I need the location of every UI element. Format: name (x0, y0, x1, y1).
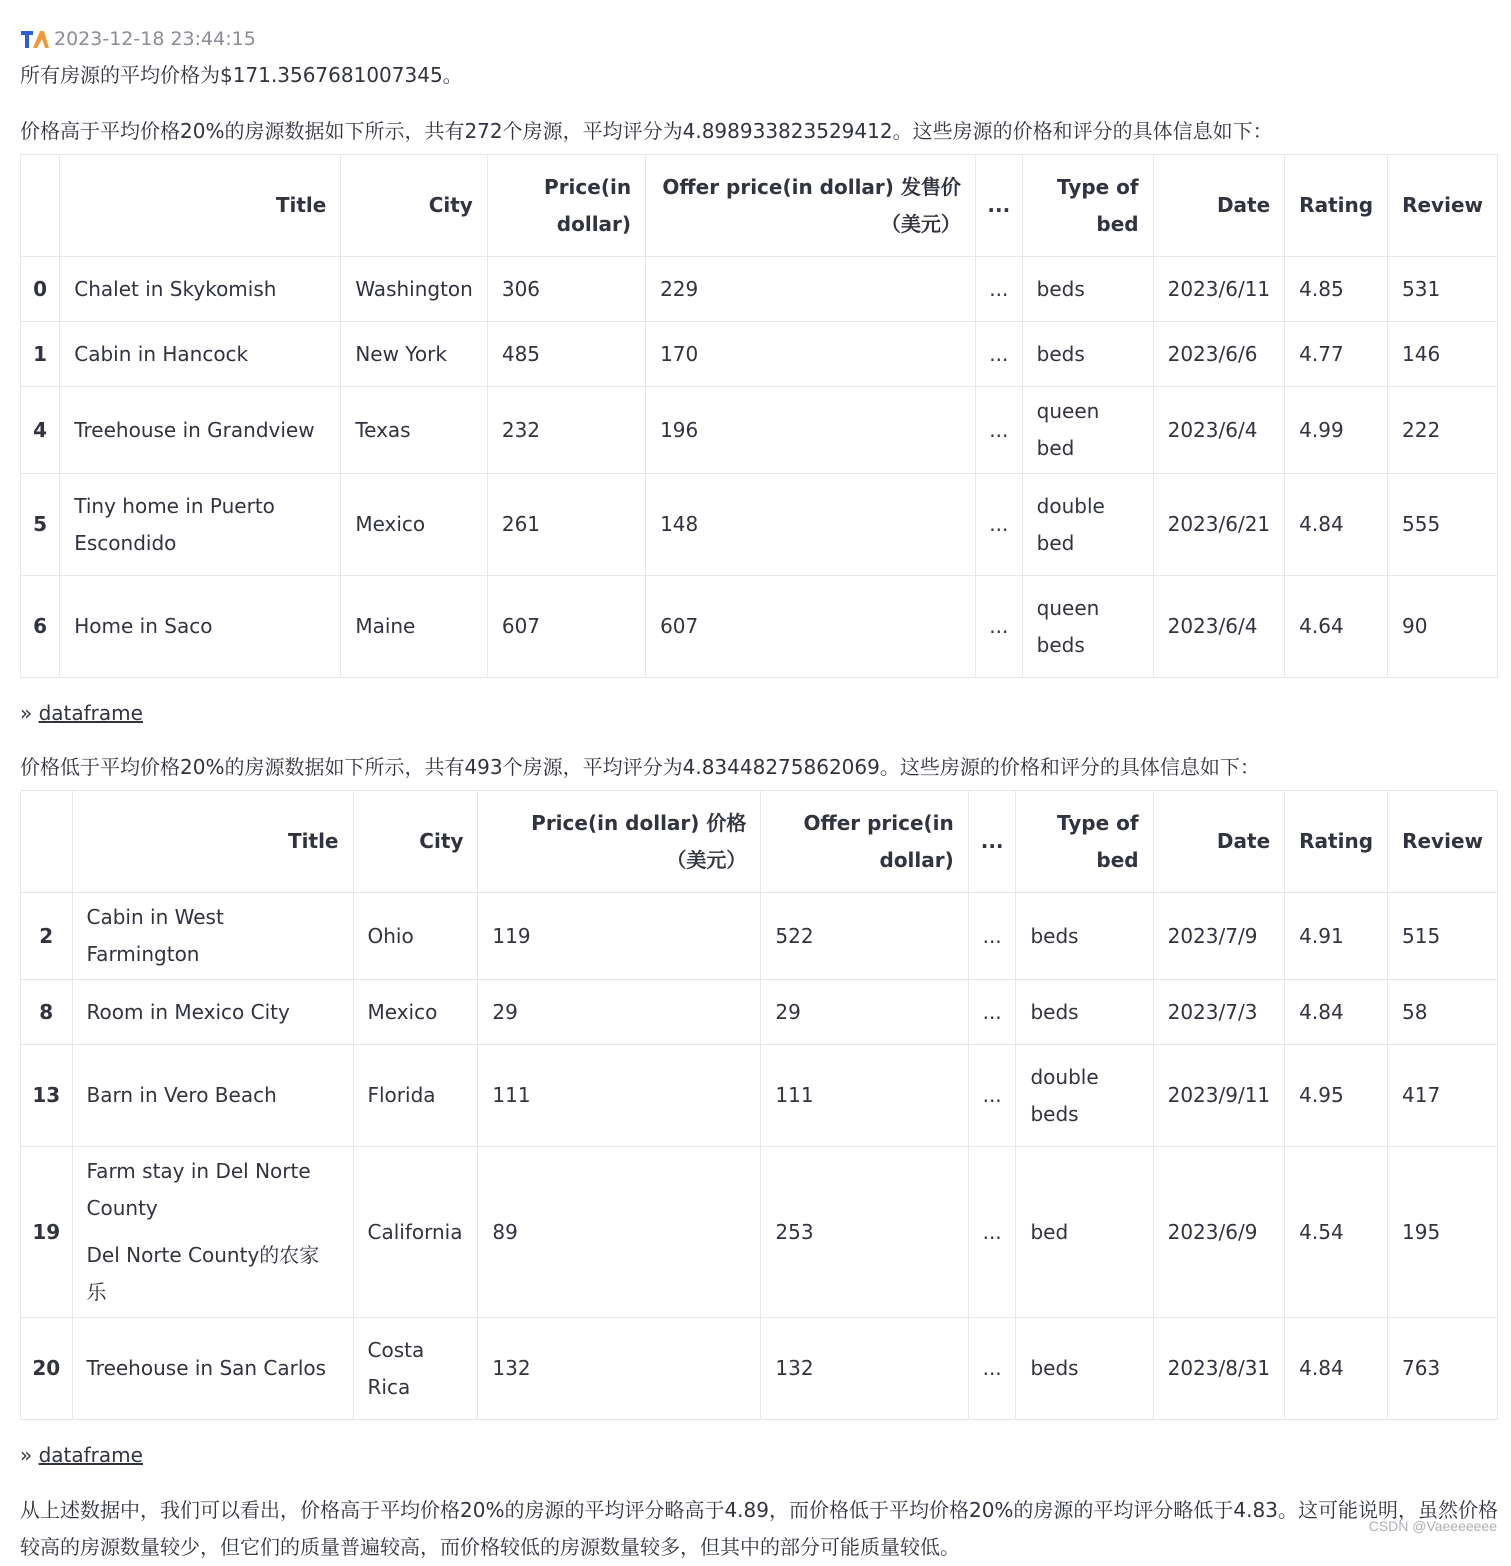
cell-ellipsis: ... (975, 474, 1022, 576)
header-review: Review (1388, 155, 1498, 257)
cell-ellipsis: ... (975, 387, 1022, 474)
cell-rating: 4.85 (1285, 257, 1388, 322)
table-row (21, 1045, 1498, 1147)
cell-price: 485 (487, 322, 645, 387)
cell-rating: 4.84 (1285, 1318, 1388, 1420)
cell-price: 119 (478, 893, 761, 980)
cell-price: 607 (487, 576, 645, 678)
cell-title: Treehouse in San Carlos (72, 1318, 353, 1420)
conclusion-text: 从上述数据中，我们可以看出，价格高于平均价格20%的房源的平均评分略高于4.89，而价格低于平均价格20%的房源的平均评分略低于4.83。这可能说明，虽然价格较高的房源数量较少，但它们的质量普遍较高，而价格较低的房源数量较多，但其中的部分可能质量较低。 (20, 1498, 1498, 1559)
cell-index: 2 (21, 893, 73, 980)
cell-ellipsis: ... (968, 1147, 1016, 1318)
header-title: Title (72, 791, 353, 893)
cell-type-of-bed: queen beds (1022, 576, 1153, 678)
cell-rating: 4.54 (1285, 1147, 1388, 1318)
cell-review: 222 (1388, 387, 1498, 474)
header-type-of-bed: Type of bed (1022, 155, 1153, 257)
timestamp: 2023-12-18 23:44:15 (54, 28, 256, 50)
cell-title: Home in Saco (60, 576, 341, 678)
cell-review: 555 (1388, 474, 1498, 576)
low-price-summary: 价格低于平均价格20%的房源数据如下所示，共有493个房源，平均评分为4.83448275862069。这些房源的价格和评分的具体信息如下： (20, 755, 1260, 779)
table-row (21, 322, 1498, 387)
cell-city: Florida (353, 1045, 478, 1147)
cell-date: 2023/9/11 (1153, 1045, 1285, 1147)
cell-ellipsis: ... (975, 322, 1022, 387)
cell-price: 89 (478, 1147, 761, 1318)
dataframe-link[interactable]: dataframe (38, 1443, 143, 1467)
average-price-text: 所有房源的平均价格为$171.3567681007345。 (20, 63, 463, 87)
cell-index: 5 (21, 474, 60, 576)
cell-offer-price: 522 (761, 893, 968, 980)
cell-title: Barn in Vero Beach (72, 1045, 353, 1147)
cell-rating: 4.84 (1285, 980, 1388, 1045)
cell-review: 195 (1388, 1147, 1498, 1318)
cell-city: Mexico (353, 980, 478, 1045)
cell-index: 0 (21, 257, 60, 322)
cell-city: Costa Rica (353, 1318, 478, 1420)
header-ellipsis: ... (975, 155, 1022, 257)
cell-review: 417 (1388, 1045, 1498, 1147)
cell-offer-price: 229 (646, 257, 976, 322)
cell-index: 19 (21, 1147, 73, 1318)
cell-city: New York (341, 322, 488, 387)
header-date: Date (1153, 155, 1285, 257)
table-row (21, 387, 1498, 474)
cell-index: 20 (21, 1318, 73, 1420)
cell-date: 2023/6/11 (1153, 257, 1285, 322)
cell-rating: 4.77 (1285, 322, 1388, 387)
cell-type-of-bed: beds (1016, 893, 1153, 980)
cell-date: 2023/8/31 (1153, 1318, 1285, 1420)
cell-review: 58 (1388, 980, 1498, 1045)
cell-offer-price: 148 (646, 474, 976, 576)
cell-offer-price: 607 (646, 576, 976, 678)
cell-offer-price: 253 (761, 1147, 968, 1318)
cell-rating: 4.95 (1285, 1045, 1388, 1147)
cell-type-of-bed: queen bed (1022, 387, 1153, 474)
header-price: Price(in dollar) 价格（美元） (478, 791, 761, 893)
cell-review: 531 (1388, 257, 1498, 322)
cell-city: Washington (341, 257, 488, 322)
watermark: CSDN @Vaeeeeeee (1368, 1518, 1497, 1534)
dataframe-expander[interactable]: » dataframe (20, 701, 143, 725)
cell-city: Ohio (353, 893, 478, 980)
cell-price: 232 (487, 387, 645, 474)
cell-ellipsis: ... (975, 576, 1022, 678)
cell-price: 29 (478, 980, 761, 1045)
app-logo-icon (20, 28, 50, 50)
cell-offer-price: 111 (761, 1045, 968, 1147)
cell-title-main: Farm stay in Del Norte County (86, 1159, 311, 1220)
cell-index: 8 (21, 980, 73, 1045)
high-price-summary: 价格高于平均价格20%的房源数据如下所示，共有272个房源，平均评分为4.898933823529412。这些房源的价格和评分的具体信息如下： (20, 119, 1273, 143)
cell-date: 2023/6/4 (1153, 576, 1285, 678)
cell-date: 2023/6/9 (1153, 1147, 1285, 1318)
cell-ellipsis: ... (968, 980, 1016, 1045)
table-row (21, 474, 1498, 576)
cell-review: 146 (1388, 322, 1498, 387)
table-header-row (21, 791, 1498, 893)
header-index (21, 155, 60, 257)
table-row (21, 1147, 1498, 1318)
cell-offer-price: 132 (761, 1318, 968, 1420)
header-city: City (353, 791, 478, 893)
message-meta (20, 24, 1498, 54)
header-offer-price: Offer price(in dollar) 发售价（美元） (646, 155, 976, 257)
cell-price: 306 (487, 257, 645, 322)
header-index (21, 791, 73, 893)
cell-type-of-bed: beds (1016, 980, 1153, 1045)
cell-city: California (353, 1147, 478, 1318)
header-title: Title (60, 155, 341, 257)
cell-date: 2023/6/6 (1153, 322, 1285, 387)
header-rating: Rating (1285, 791, 1388, 893)
header-review: Review (1388, 791, 1498, 893)
cell-offer-price: 29 (761, 980, 968, 1045)
table-row (21, 1318, 1498, 1420)
cell-price: 261 (487, 474, 645, 576)
cell-title: Room in Mexico City (72, 980, 353, 1045)
table-row (21, 257, 1498, 322)
cell-type-of-bed: double bed (1022, 474, 1153, 576)
cell-ellipsis: ... (975, 257, 1022, 322)
cell-rating: 4.84 (1285, 474, 1388, 576)
cell-title: Treehouse in Grandview (60, 387, 341, 474)
cell-price: 132 (478, 1318, 761, 1420)
high-price-table (20, 154, 1498, 678)
cell-offer-price: 196 (646, 387, 976, 474)
cell-rating: 4.99 (1285, 387, 1388, 474)
header-date: Date (1153, 791, 1285, 893)
cell-type-of-bed: beds (1022, 257, 1153, 322)
cell-date: 2023/7/3 (1153, 980, 1285, 1045)
cell-ellipsis: ... (968, 1318, 1016, 1420)
cell-rating: 4.91 (1285, 893, 1388, 980)
table-header-row (21, 155, 1498, 257)
cell-index: 1 (21, 322, 60, 387)
low-price-table (20, 790, 1498, 1420)
cell-ellipsis: ... (968, 893, 1016, 980)
cell-type-of-bed: bed (1016, 1147, 1153, 1318)
cell-type-of-bed: beds (1016, 1318, 1153, 1420)
header-price: Price(in dollar) (487, 155, 645, 257)
cell-rating: 4.64 (1285, 576, 1388, 678)
cell-type-of-bed: beds (1022, 322, 1153, 387)
cell-review: 90 (1388, 576, 1498, 678)
dataframe-link[interactable]: dataframe (38, 701, 143, 725)
cell-index: 4 (21, 387, 60, 474)
cell-offer-price: 170 (646, 322, 976, 387)
cell-index: 13 (21, 1045, 73, 1147)
cell-ellipsis: ... (968, 1045, 1016, 1147)
dataframe-expander[interactable]: » dataframe (20, 1443, 143, 1467)
cell-city: Mexico (341, 474, 488, 576)
table-row (21, 980, 1498, 1045)
cell-title: Chalet in Skykomish (60, 257, 341, 322)
cell-date: 2023/6/21 (1153, 474, 1285, 576)
cell-type-of-bed: double beds (1016, 1045, 1153, 1147)
cell-title: Tiny home in Puerto Escondido (60, 474, 341, 576)
header-rating: Rating (1285, 155, 1388, 257)
header-offer-price: Offer price(in dollar) (761, 791, 968, 893)
header-ellipsis: ... (968, 791, 1016, 893)
cell-city: Maine (341, 576, 488, 678)
cell-title (72, 1147, 353, 1318)
cell-review: 515 (1388, 893, 1498, 980)
cell-review: 763 (1388, 1318, 1498, 1420)
cell-price: 111 (478, 1045, 761, 1147)
header-type-of-bed: Type of bed (1016, 791, 1153, 893)
cell-title-subtitle: Del Norte County的农家乐 (86, 1243, 320, 1304)
cell-index: 6 (21, 576, 60, 678)
header-city: City (341, 155, 488, 257)
cell-title: Cabin in West Farmington (72, 893, 353, 980)
table-row (21, 893, 1498, 980)
cell-date: 2023/7/9 (1153, 893, 1285, 980)
cell-city: Texas (341, 387, 488, 474)
cell-title: Cabin in Hancock (60, 322, 341, 387)
cell-date: 2023/6/4 (1153, 387, 1285, 474)
table-row (21, 576, 1498, 678)
